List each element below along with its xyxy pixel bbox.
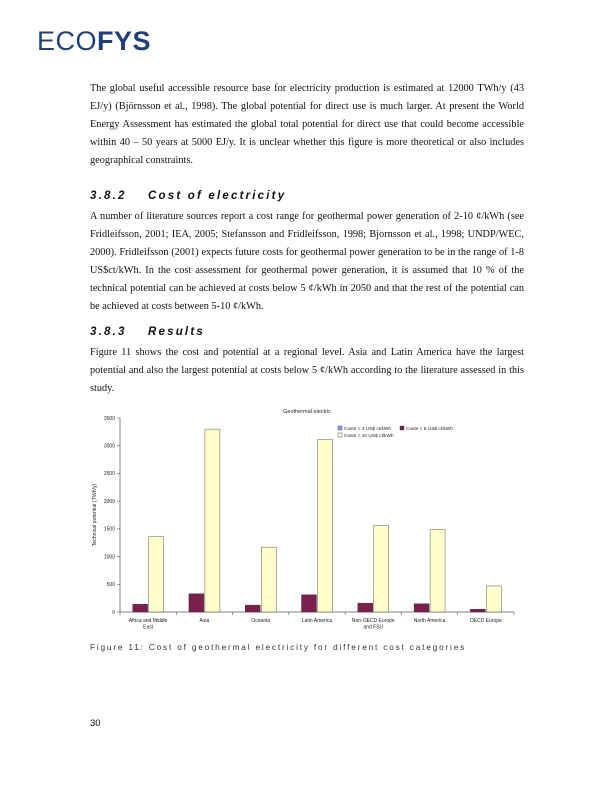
bar-cost-below-10 <box>374 526 389 612</box>
bar-cost-below-5 <box>358 603 373 612</box>
x-tick-label: Africa and Middle <box>128 618 168 624</box>
y-tick-label: 2000 <box>103 498 115 505</box>
y-tick-label: 2500 <box>103 471 115 478</box>
y-tick-label: 3500 <box>103 415 115 422</box>
x-tick-label: North America <box>413 618 446 624</box>
chart-title: Geothermal electric <box>283 409 331 415</box>
intro-paragraph: The global useful accessible resource base for electricity production is estimated at 12000 TWh/y (43 EJ/y) (Björnsson et al., 1998). The global potential for direct use is much larger. At present the World Energy Assessment has estimated the global total potential for direct use that could become accessible within 40 – 50 years at 5000 EJ/y. It is unclear whether this figure is more theoretical or also includes geographical constraints. <box>90 83 524 166</box>
legend-label: Costs < 3 US$ ct/kWh <box>344 427 392 432</box>
x-tick-label: Asia <box>199 618 210 624</box>
legend-swatch <box>338 433 342 437</box>
x-tick-label: Latin America <box>301 618 333 624</box>
bar-cost-below-10 <box>205 429 220 612</box>
y-tick-label: 500 <box>106 582 115 589</box>
section-number: 3.8.3 <box>90 326 127 338</box>
geothermal-bar-chart <box>90 404 524 640</box>
logo-text-fys: FYS <box>97 26 152 56</box>
bar-cost-below-5 <box>189 594 204 612</box>
bar-cost-below-10 <box>486 586 501 612</box>
x-tick-label: and FSU <box>363 624 384 631</box>
x-tick-label: Non-OECD Europe <box>351 618 395 624</box>
results-paragraph: Figure 11 shows the cost and potential at a regional level. Asia and Latin America have the largest potential and also the largest potential at costs below 5 ¢/kWh according to the literature assessed in this study. <box>90 347 524 394</box>
section-number: 3.8.2 <box>90 190 127 202</box>
y-tick-label: 0 <box>112 609 115 616</box>
bar-cost-below-5 <box>133 604 148 612</box>
bar-cost-below-10 <box>318 440 333 612</box>
section-heading-3-8-3 <box>90 326 205 338</box>
ecofys-logo <box>37 26 151 57</box>
section-title: Results <box>148 326 205 338</box>
section-title: Cost of electricity <box>148 190 287 202</box>
y-tick-label: 1000 <box>103 554 115 561</box>
page-number: 30 <box>90 718 101 729</box>
y-axis-label: Technical potential (TWh/y) <box>92 483 98 547</box>
bar-cost-below-5 <box>414 604 429 612</box>
legend-label: Costs < 10 US$ ct/kWh <box>344 434 394 439</box>
bar-cost-below-5 <box>470 609 485 612</box>
bar-cost-below-10 <box>149 537 164 612</box>
cost-paragraph: A number of literature sources report a cost range for geothermal power generation of 2-10 ¢/kWh (see Fridleifsson, 2001; IEA, 2005; Stefansson and Fridleifsson, 1998; Bjornsson et al., 1998; UNDP/WEC, 2000). Fridleifsson (2001) expects future costs for geothermal power generation to be in the range of 1-8 US$ct/kWh. In the cost assessment for geothermal power generation, it is assumed that 10 % of the technical potential can be achieved at costs below 5 ¢/kWh in 2050 and that the rest of the potential can be achieved at costs between 5-10 ¢/kWh. <box>90 211 524 312</box>
bar-cost-below-5 <box>245 605 260 612</box>
x-tick-label: East <box>143 624 154 631</box>
logo-text-eco: ECO <box>37 26 98 56</box>
bar-cost-below-10 <box>430 529 445 612</box>
bar-cost-below-5 <box>302 595 317 612</box>
y-tick-label: 1500 <box>103 526 115 533</box>
legend-swatch <box>338 426 342 430</box>
section-heading-3-8-2 <box>90 190 286 202</box>
legend-label: Costs < 5 US$ ct/kWh <box>406 427 454 432</box>
x-tick-label: OECD Europe <box>469 618 502 624</box>
y-tick-label: 3000 <box>103 443 115 450</box>
bar-cost-below-10 <box>261 547 276 612</box>
figure-caption: Figure 11: Cost of geothermal electricity for different cost categories <box>90 642 467 652</box>
x-tick-label: Oceania <box>251 618 271 624</box>
legend-swatch <box>400 426 404 430</box>
